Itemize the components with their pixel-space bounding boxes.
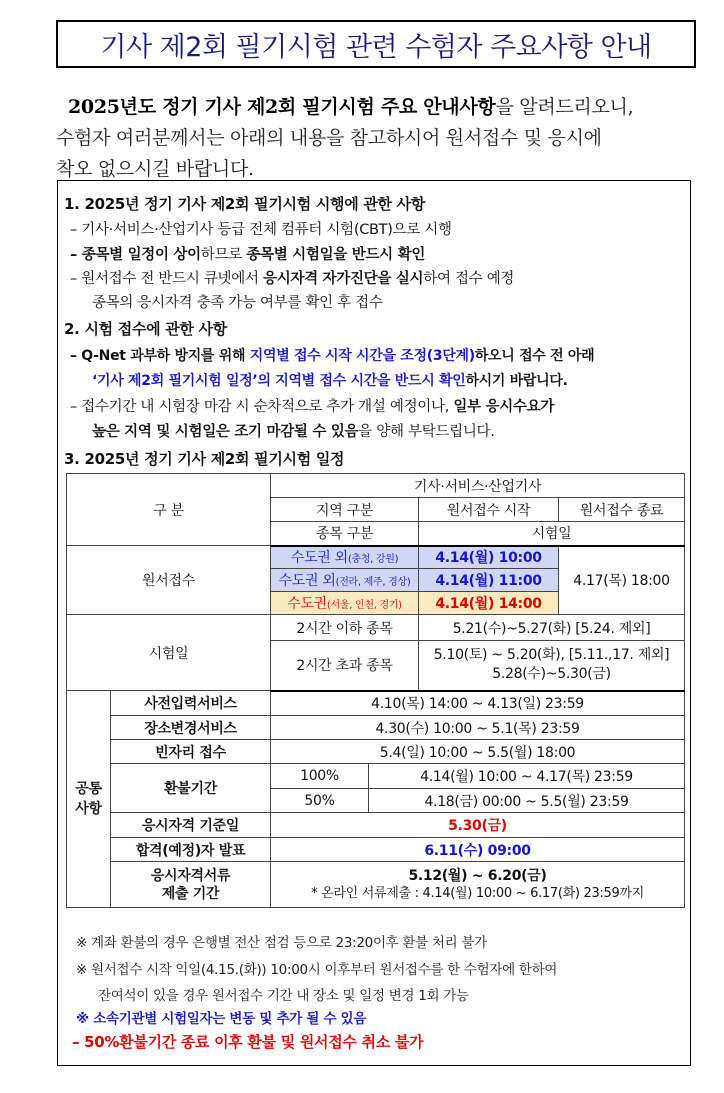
docs-label-line1: 응시자격서류	[150, 867, 231, 884]
section1-item3-c: 하여 접수 예정	[423, 271, 515, 287]
common-row-3	[67, 740, 685, 764]
docs-label-line2: 제출 기간	[161, 885, 220, 902]
apply-row-1	[67, 546, 685, 569]
common-row-1-value: 4.10(목) 14:00 ~ 4.13(일) 23:59	[271, 691, 685, 716]
common-row-1	[67, 691, 685, 716]
section2-item2-a: – 접수기간 내 시험장 마감 시 순차적으로 추가 개설 예정이나,	[70, 399, 454, 415]
refund100-label: 100%	[271, 764, 369, 789]
intro-line-3: 착오 없으시길 바랍니다.	[56, 158, 254, 180]
section2-item1	[70, 345, 594, 365]
region1-small: (충청, 강원)	[347, 554, 399, 566]
exam1-item: 2시간 이하 종목	[271, 615, 419, 641]
qual-date-row	[67, 813, 685, 838]
region2-time: 4.14(월) 11:00	[419, 569, 559, 592]
docs-value-line1: 5.12(월) ~ 6.20(금)	[408, 867, 547, 884]
docs-value-line2: * 온라인 서류제출 : 4.14(월) 10:00 ~ 6.17(화) 23:59까지	[311, 885, 644, 901]
section2-item1-b: 지역별 접수 시작 시간을 조정(3단계)	[249, 348, 475, 364]
region1-name: 수도권 외	[290, 550, 348, 567]
region2-small: (전라, 제주, 경상)	[335, 577, 411, 588]
exam-row-label: 시험일	[67, 615, 271, 691]
section2-item2-c: 높은 지역 및 시험일은 조기 마감될 수 있음	[92, 424, 359, 440]
apply-row-label: 원서접수	[67, 546, 271, 615]
region3-cell	[271, 592, 419, 615]
apply-start-header: 원서접수 시작	[419, 498, 559, 522]
section2-item1-c: 하오니 접수 전 아래	[474, 348, 595, 364]
region3-small: (서울, 인천, 경기)	[326, 600, 402, 611]
exam2-date	[419, 641, 685, 691]
section3-title: 3. 2025년 정기 기사 제2회 필기시험 일정	[64, 450, 345, 468]
exam2-date-line1: 5.10(토) ~ 5.20(화), [5.11.,17. 제외]	[433, 647, 670, 664]
section2-item1-e: 하시기 바랍니다.	[465, 373, 568, 389]
docs-row	[67, 862, 685, 908]
exam-day-header: 시험일	[419, 522, 685, 546]
common-row-3-label: 빈자리 접수	[111, 740, 271, 764]
exam-row-1	[67, 615, 685, 641]
common-row-3-value: 5.4(일) 10:00 ~ 5.5(월) 18:00	[271, 740, 685, 764]
exam2-date-line2: 5.28(수)~5.30(금)	[492, 666, 611, 683]
page-title	[56, 20, 696, 68]
section2-item2-b: 일부 응시수요가	[453, 399, 555, 415]
section1-item1: – 기사·서비스·산업기사 등급 전체 컴퓨터 시험(CBT)으로 시행	[70, 222, 452, 238]
note-2: ※ 원서접수 시작 익일(4.15.(화)) 10:00시 이후부터 원서접수를 한 수험자에 한하여	[76, 962, 558, 978]
region-gubun-header: 지역 구분	[271, 498, 419, 522]
common-row-2	[67, 716, 685, 740]
exam2-item: 2시간 초과 종목	[271, 641, 419, 691]
section1-item2-c: 종목별 시험일을 반드시 확인	[246, 247, 426, 263]
note-4: – 50%환불기간 종료 이후 환불 및 원서접수 취소 불가	[72, 1033, 424, 1051]
common-row-1-label: 사전입력서비스	[111, 691, 271, 716]
section1-item2-b: 하므로	[200, 247, 247, 263]
item-gubun-header: 종목 구분	[271, 522, 419, 546]
common-row-2-label: 장소변경서비스	[111, 716, 271, 740]
pass-value: 6.11(수) 09:00	[271, 838, 685, 862]
region1-time: 4.14(월) 10:00	[419, 546, 559, 569]
apply-end-header: 원서접수 종료	[559, 498, 685, 522]
table-header-row-1	[67, 474, 685, 498]
section1-item2-a: – 종목별 일정이 상이	[70, 247, 201, 263]
common-label: 공통 사항	[67, 691, 111, 908]
section1-item3-line2: 종목의 응시자격 충족 가능 여부를 확인 후 접수	[92, 295, 383, 311]
region2-cell	[271, 569, 419, 592]
section1-item3	[70, 267, 514, 288]
pass-row	[67, 838, 685, 862]
section1-title: 1. 2025년 정기 기사 제2회 필기시험 시행에 관한 사항	[64, 195, 426, 213]
section1-item3-a: – 원서접수 전 반드시 큐넷에서	[70, 271, 263, 287]
qual-date-value: 5.30(금)	[271, 813, 685, 838]
section2-item1-a: – Q-Net 과부하 방지를 위해	[70, 348, 250, 364]
docs-value	[271, 862, 685, 908]
refund100-value: 4.14(월) 10:00 ~ 4.17(목) 23:59	[369, 764, 685, 789]
note-3: ※ 소속기관별 시험일자는 변동 및 추가 될 수 있음	[76, 1011, 367, 1027]
section1-item2	[70, 243, 425, 264]
region1-cell	[271, 546, 419, 569]
intro-bold: 2025년도 정기 기사 제2회 필기시험 주요 안내사항	[68, 96, 496, 118]
exam1-date: 5.21(수)~5.27(화) [5.24. 제외]	[419, 615, 685, 641]
pass-label: 합격(예정)자 발표	[111, 838, 271, 862]
section2-item2-line2	[92, 420, 495, 441]
intro-rest: 을 알려드리오니,	[495, 96, 634, 118]
intro-line-1	[56, 92, 700, 123]
page-title-text: 기사 제2회 필기시험 관련 수험자 주요사항 안내	[100, 31, 652, 63]
common-row-2-value: 4.30(수) 10:00 ~ 5.1(목) 23:59	[271, 716, 685, 740]
refund-row-1	[67, 764, 685, 789]
section2-item1-d: ‘기사 제2회 필기시험 일정’의 지역별 접수 시간을 반드시 확인	[92, 373, 466, 389]
schedule-table	[66, 473, 685, 908]
intro-line-2: 수험자 여러분께서는 아래의 내용을 참고하시어 원서접수 및 응시에	[56, 127, 602, 149]
note-1: ※ 계좌 환불의 경우 은행별 전산 점검 등으로 23:20이후 환불 처리 불가	[76, 935, 487, 951]
section1-item3-b: 응시자격 자가진단을 실시	[262, 271, 424, 287]
gubun-header: 구 분	[67, 474, 271, 546]
section2-item2	[70, 395, 554, 416]
refund-label: 환불기간	[111, 764, 271, 813]
note-2-line2: 잔여석이 있을 경우 원서접수 기간 내 장소 및 일정 변경 1회 가능	[98, 988, 469, 1004]
region3-time: 4.14(월) 14:00	[419, 592, 559, 615]
refund50-value: 4.18(금) 00:00 ~ 5.5(월) 23:59	[369, 789, 685, 813]
intro-paragraph	[56, 92, 700, 185]
region2-name: 수도권 외	[278, 573, 336, 589]
section2-item1-line2	[92, 370, 568, 390]
section2-title: 2. 시험 접수에 관한 사항	[64, 320, 227, 338]
col-group-header: 기사·서비스·산업기사	[271, 474, 685, 498]
apply-end-value: 4.17(목) 18:00	[559, 546, 685, 615]
docs-label	[111, 862, 271, 908]
refund50-label: 50%	[271, 789, 369, 813]
region3-name: 수도권	[287, 596, 327, 612]
section2-item2-d: 을 양해 부탁드립니다.	[358, 424, 495, 440]
qual-date-label: 응시자격 기준일	[111, 813, 271, 838]
